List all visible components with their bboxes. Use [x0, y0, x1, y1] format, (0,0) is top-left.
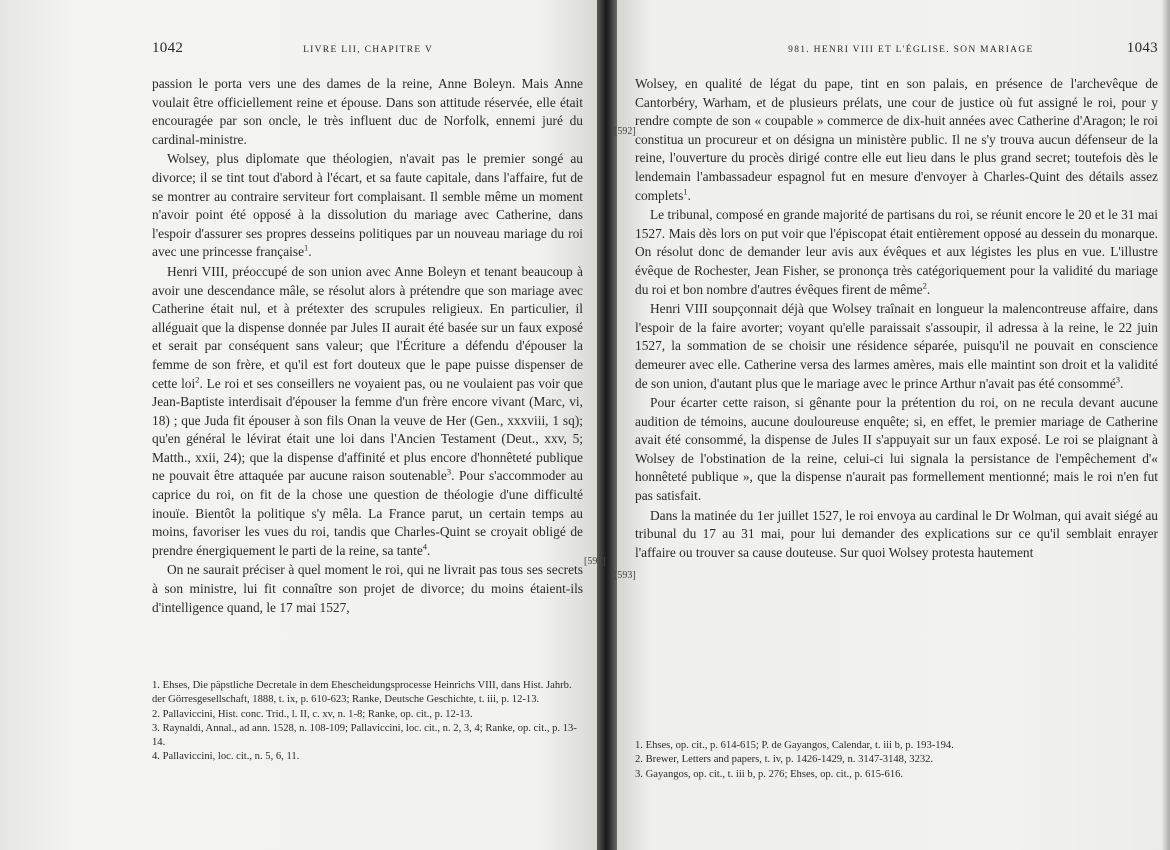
paragraph: Pour écarter cette raison, si gênante pour la prétention du roi, on ne recula devant aucune audition de témoins, aucune douloureuse enquête; si, en effet, le premier mariage de Catherine avait été consommé, la dispense de Jules II s'appuyait sur un faux exposé. Le roi se plaignant à Wolsey de l'obstination de la reine, celui-ci lui signala la persistance de l'empêchement d'« honnêteté publique », que la dispense n'aurait pas formellement mentionné; mais le roi n'en fut pas satisfait. — [635, 395, 1158, 504]
running-head-title: 981. HENRI VIII ET L'ÉGLISE. SON MARIAGE — [788, 45, 1034, 55]
right-page — [617, 0, 1170, 850]
footnote: 4. Pallaviccini, loc. cit., n. 5, 6, 11. — [152, 751, 300, 763]
footnote: 3. Raynaldi, Annal., ad ann. 1528, n. 108-109; Pallaviccini, loc. cit., n. 2, 3, 4; Ranke, op. cit., p. 13-14. — [152, 722, 577, 749]
footnote-ref: 1 — [683, 186, 688, 197]
paragraph: Le tribunal, composé en grande majorité de partisans du roi, se réunit encore le 20 et le 31 mai 1527. Mais dès lors on put voir que l'épiscopat était entièrement opposé au dessein du monarque. On résolut donc de demander leur avis aux évêques et aux légistes les plus en vue. L'illustre évêque de Rochester, Jean Fisher, se prononça très catégoriquement pour la validité du mariage du roi et bon nombre d'autres évêques firent de même$^2$. — [635, 207, 1158, 297]
footnotes-left — [152, 679, 583, 765]
paragraph: Dans la matinée du 1er juillet 1527, le roi envoya au cardinal le Dr Wolman, qui avait siégé au tribunal du 17 au 31 mai, pour lui demander des explications sur ce qu'il semblait enrayer l'affaire ou trouver sa cause douteuse. Sur quoi Wolsey protesta hautement — [635, 507, 1158, 560]
margin-page-marker: [591] — [584, 556, 606, 567]
page-number: 1042 — [152, 40, 184, 56]
footnote-ref: 1 — [304, 242, 309, 253]
footnote-ref: 3 — [446, 467, 452, 477]
margin-page-marker: [592] — [614, 126, 636, 137]
paragraph: Wolsey, en qualité de légat du pape, tint en son palais, en présence de l'archevêque de Cantorbéry, Warham, et de plusieurs prélats, une cour de justice où fut assigné le roi, pour y rendre compte de son « coupable » commerce de dix-huit années avec Catherine d'Aragon; le roi constitua un procureur et on désigna un ministère public. Il ne s'y trouva aucun défenseur de la reine, l'ouverture du procès dirigé contre elle eut lieu dans le plus grand secret; toutefois dès le lendemain l'ambassadeur espagnol fut en mesure d'envoyer à Charles-Quint des détails assez complets$^1$. — [635, 76, 1158, 203]
footnote-ref: 2 — [922, 280, 927, 291]
running-head-right — [635, 40, 1158, 62]
paragraph: Henri VIII soupçonnait déjà que Wolsey traînait en longueur la malencontreuse affaire, dans l'espoir de la faire avorter; voyant qu'elle paraissait s'assoupir, il adressa à la reine, le 22 juin 1527, la sommation de se choisir une résidence séparée, puisqu'il ne pouvait en conscience demeurer avec elle. Catherine versa des larmes amères, mais elle maintint son droit et la validité de son union, d'autant plus que le mariage avec le prince Arthur n'avait pas été consommé$^3$. — [635, 301, 1158, 391]
paragraph: passion le porta vers une des dames de la reine, Anne Boleyn. Mais Anne voulait être officiellement reine et épouse. Dans son attitude réservée, elle était encouragée par son oncle, le très influent duc de Norfolk, ennemi juré du cardinal-ministre. — [152, 76, 583, 147]
paragraph: On ne saurait préciser à quel moment le roi, qui ne livrait pas tous ses secrets à son ministre, lui fit connaître son projet de divorce; du moins étaient-ils d'intelligence quand, le 17 mai 1527, — [152, 562, 583, 615]
margin-page-marker: [593] — [614, 570, 636, 581]
running-head-left — [152, 40, 583, 62]
page-number: 1043 — [1126, 40, 1158, 56]
body-text-left — [152, 75, 583, 617]
footnote-ref: 3 — [1115, 374, 1121, 385]
footnotes-right — [635, 739, 1140, 782]
footnote: 1. Ehses, op. cit., p. 614-615; P. de Gayangos, Calendar, t. iii b, p. 193-194. — [635, 740, 954, 751]
footnote: 2. Brewer, Letters and papers, t. iv, p. 1426-1429, n. 3147-3148, 3232. — [635, 754, 934, 766]
paragraph: Henri VIII, préoccupé de son union avec Anne Boleyn et tenant beaucoup à avoir une descendance mâle, se résolut alors à prétendre que son mariage avec Catherine était nul, et à prétexter des scrupules religieux. En particulier, il alléguait que la dispense donnée par Jules II aurait été basée sur un faux exposé et serait par conséquent sans valeur; que l'Écriture a défendu d'épouser la femme de son frère, et qu'il est fort douteux que le pape puisse dispenser de cette loi$^2$. Le roi et ses conseillers ne voyaient pas, ou ne voulaient pas voir que Jean-Baptiste interdisait d'épouser la femme d'un frère encore vivant (Marc, vi, 18) ; que Juda fit épouser à son fils Onan la veuve de Her (Gen., xxxviii, 1 sq); qu'en général le lévirat était une loi dans l'Ancien Testament (Deut., xxv, 5; Matth., xxii, 24); que la dispense d'affinité et plus encore d'honnêteté publique ne pouvait être attaquée par aucune raison soutenable$^3$. Pour s'accommoder au caprice du roi, on fit de la chose une question de théologie d'une difficulté inouïe. Bientôt la politique s'y mêla. La France parut, un certain temps au moins, favoriser les vues du roi, tandis que Charles-Quint se croyait obligé de prendre énergiquement le parti de la reine, sa tante$^4$. — [152, 263, 583, 558]
paragraph: Wolsey, plus diplomate que théologien, n'avait pas le premier songé au divorce; il se tint tout d'abord à l'écart, et sa faute capitale, dans l'affaire, fut de se montrer au contraire serviteur fort complaisant. Il semble même un moment n'avoir point été opposé à la dissolution du mariage avec Catherine, dans l'espoir d'assurer ses propres desseins politiques par un nouveau mariage du roi avec une princesse française$^1$. — [152, 151, 583, 260]
page-edge-right — [1162, 0, 1170, 850]
body-text-right — [635, 75, 1158, 562]
footnote-ref: 2 — [195, 374, 200, 385]
footnote: 2. Pallaviccini, Hist. conc. Trid., l. II, c. xv, n. 1-8; Ranke, op. cit., p. 12-13. — [152, 708, 473, 720]
running-head-title: LIVRE LII, CHAPITRE V — [303, 45, 434, 55]
footnote-ref: 4 — [422, 541, 428, 552]
footnote: 3. Gayangos, op. cit., t. iii b, p. 276; Ehses, op. cit., p. 615-616. — [635, 768, 904, 780]
footnote: 1. Ehses, Die päpstliche Decretale in dem Ehescheidungsprocesse Heinrichs VIII, dans Hist. Jahrb. der Görresgesellschaft, 1888, t. ix, p. 610-623; Ranke, Deutsche Geschichte, t. iii, p. 12-13. — [152, 680, 572, 706]
